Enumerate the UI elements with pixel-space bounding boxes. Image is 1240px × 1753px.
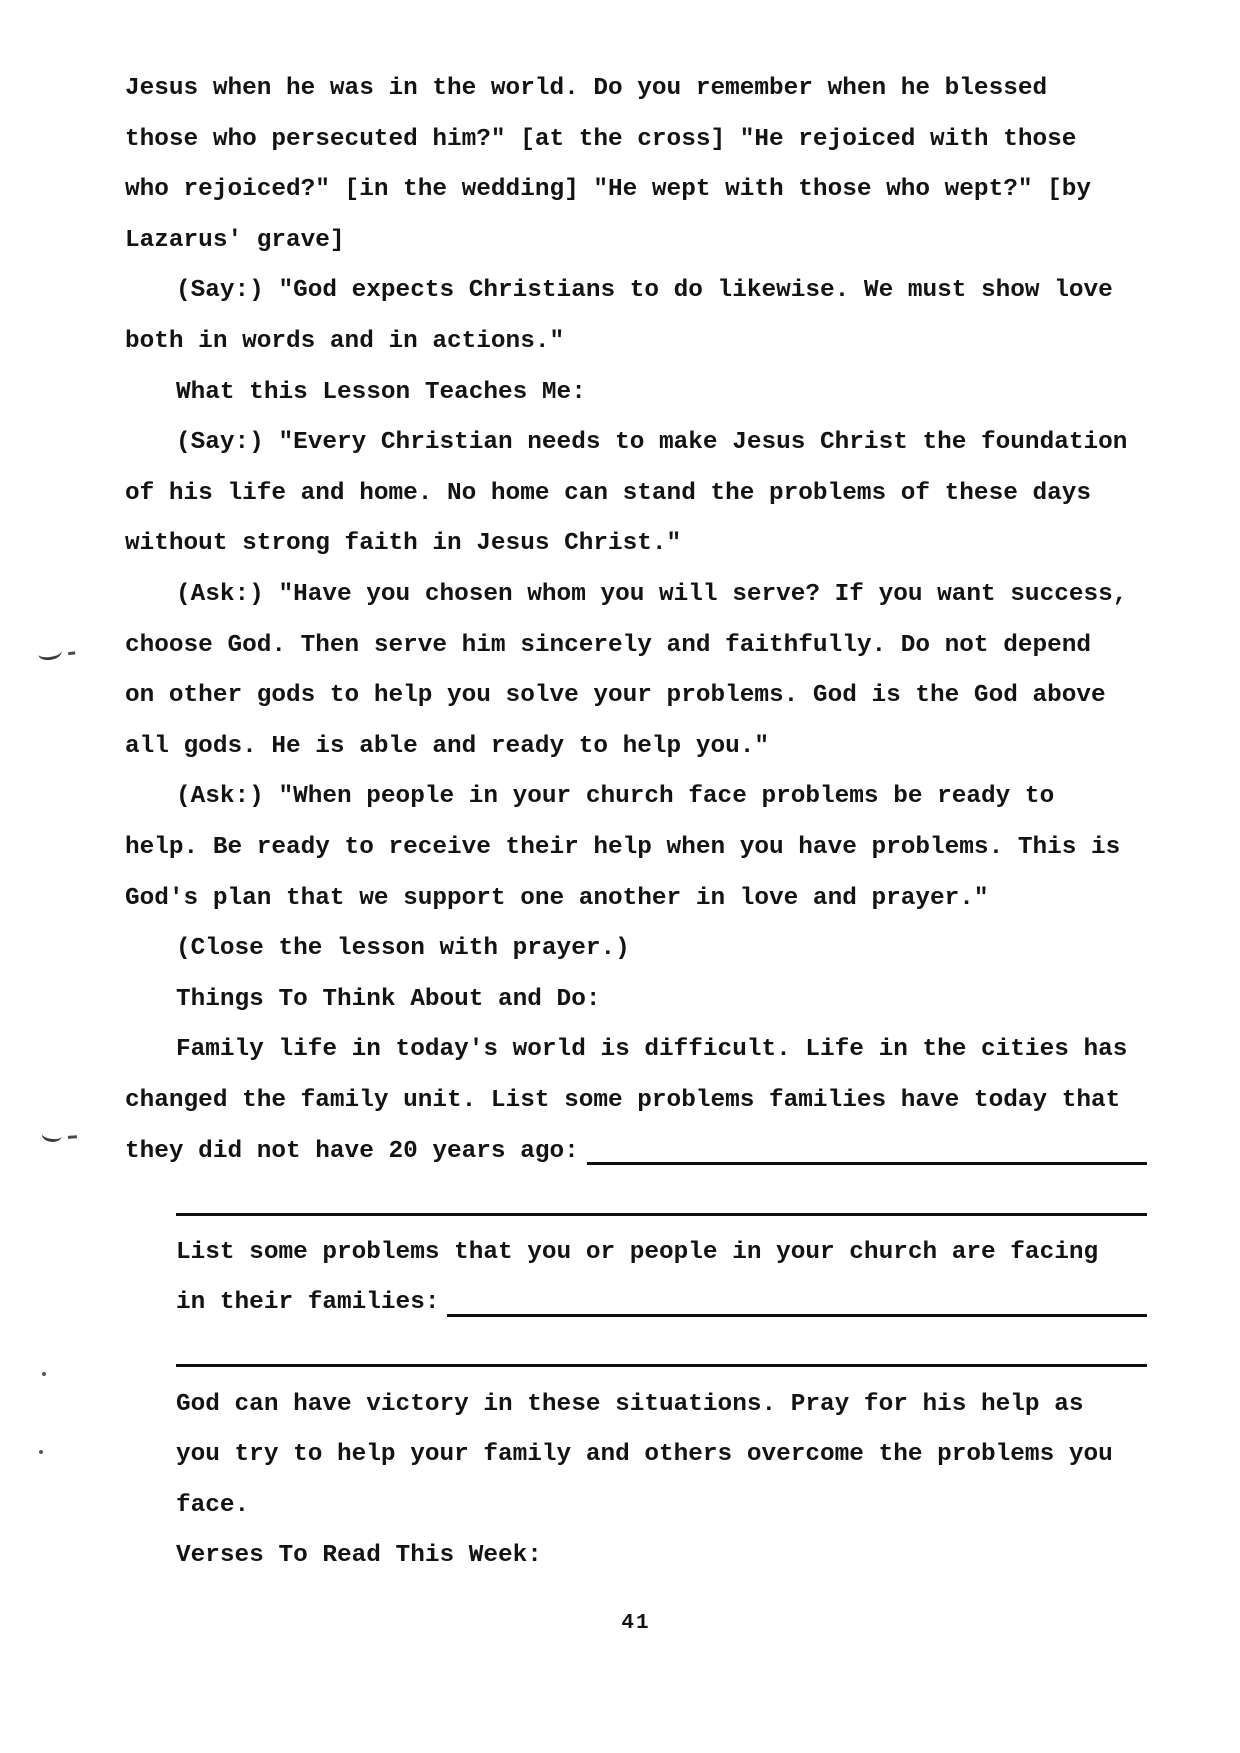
line-text: without strong faith in Jesus Christ." bbox=[125, 530, 682, 558]
text-line bbox=[125, 1481, 1147, 1532]
text-line bbox=[125, 570, 1147, 621]
line-text: they did not have 20 years ago: bbox=[125, 1137, 579, 1165]
text-line bbox=[125, 1278, 1147, 1329]
text-line bbox=[125, 1430, 1147, 1481]
line-text: What this Lesson Teaches Me: bbox=[176, 378, 586, 406]
line-text: of his life and home. No home can stand the problems of these days bbox=[125, 479, 1092, 507]
text-line bbox=[125, 266, 1147, 317]
line-text: who rejoiced?" [in the wedding] "He wept with those who wept?" [by bbox=[125, 176, 1092, 204]
text-line bbox=[125, 874, 1147, 925]
ink-speck bbox=[42, 1372, 46, 1376]
line-text: face. bbox=[176, 1491, 250, 1519]
text-line bbox=[125, 722, 1147, 773]
line-text: those who persecuted him?" [at the cross] "He rejoiced with those bbox=[125, 125, 1077, 153]
text-line bbox=[125, 115, 1147, 166]
line-text: help. Be ready to receive their help when you have problems. This is bbox=[125, 834, 1121, 861]
line-text: on other gods to help you solve your problems. God is the God above bbox=[125, 682, 1106, 710]
line-text: (Ask:) "Have you chosen whom you will serve? If you want success, bbox=[176, 581, 1128, 609]
page-number: 41 bbox=[621, 1612, 651, 1635]
line-text: God's plan that we support one another in love and prayer." bbox=[125, 884, 989, 912]
text-line bbox=[125, 1025, 1147, 1076]
text-line bbox=[125, 64, 1147, 115]
text-line bbox=[125, 924, 1147, 975]
line-text: Things To Think About and Do: bbox=[176, 985, 601, 1013]
fill-in-blank-rule bbox=[447, 1314, 1147, 1317]
fill-in-blank-row bbox=[125, 1329, 1147, 1380]
line-text: changed the family unit. List some problems families have today that bbox=[125, 1086, 1121, 1114]
fill-in-blank-rule bbox=[176, 1213, 1147, 1216]
line-text: (Say:) "Every Christian needs to make Jesus Christ the foundation bbox=[176, 429, 1128, 457]
text-line bbox=[125, 1126, 1147, 1177]
line-text: Lazarus' grave] bbox=[125, 226, 345, 254]
text-line bbox=[125, 1531, 1147, 1582]
typewritten-text-body bbox=[125, 64, 1147, 1582]
line-text: (Close the lesson with prayer.) bbox=[176, 935, 630, 963]
text-line bbox=[125, 1076, 1147, 1127]
text-line bbox=[125, 975, 1147, 1026]
text-line bbox=[125, 317, 1147, 368]
handwritten-double-tick-mark bbox=[41, 1126, 63, 1143]
text-line bbox=[125, 772, 1147, 823]
line-text: all gods. He is able and ready to help you." bbox=[125, 732, 770, 760]
text-line bbox=[125, 368, 1147, 419]
text-line bbox=[125, 1228, 1147, 1279]
fill-in-blank-rule bbox=[587, 1162, 1147, 1165]
text-line bbox=[125, 823, 1147, 874]
line-text: Verses To Read This Week: bbox=[176, 1542, 542, 1570]
text-line bbox=[125, 671, 1147, 722]
text-line bbox=[125, 621, 1147, 672]
fill-in-blank-row bbox=[125, 1177, 1147, 1228]
text-line bbox=[125, 469, 1147, 520]
ink-speck bbox=[39, 1450, 43, 1454]
line-text: in their families: bbox=[176, 1289, 440, 1317]
fill-in-blank-rule bbox=[176, 1364, 1147, 1367]
line-text: List some problems that you or people in your church are facing bbox=[176, 1238, 1099, 1266]
line-text: Family life in today's world is difficult. Life in the cities has bbox=[176, 1036, 1128, 1064]
line-text: (Say:) "God expects Christians to do likewise. We must show love bbox=[176, 277, 1113, 305]
line-text: both in words and in actions." bbox=[125, 328, 565, 356]
text-line bbox=[125, 165, 1147, 216]
text-line bbox=[125, 418, 1147, 469]
text-line bbox=[125, 519, 1147, 570]
text-line bbox=[125, 1379, 1147, 1430]
line-text: Jesus when he was in the world. Do you remember when he blessed bbox=[125, 75, 1048, 103]
line-text: you try to help your family and others overcome the problems you bbox=[176, 1441, 1113, 1469]
line-text: (Ask:) "When people in your church face problems be ready to bbox=[176, 783, 1055, 811]
text-line bbox=[125, 216, 1147, 267]
handwritten-tick-mark bbox=[37, 644, 62, 661]
line-text: God can have victory in these situations. Pray for his help as bbox=[176, 1390, 1084, 1418]
line-text: choose God. Then serve him sincerely and faithfully. Do not depend bbox=[125, 631, 1092, 659]
